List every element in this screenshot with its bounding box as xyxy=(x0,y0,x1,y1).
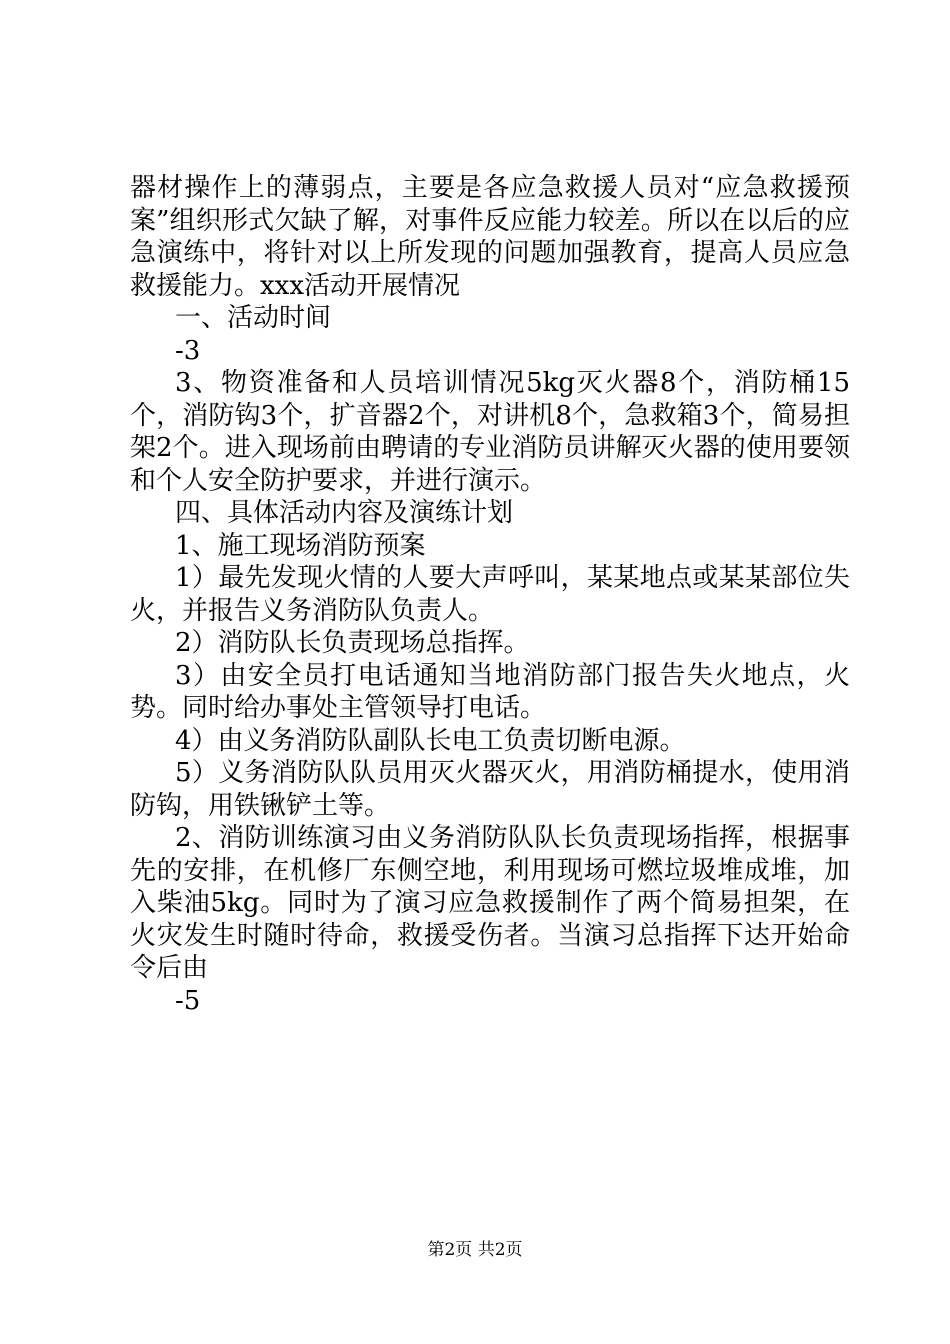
list-item-5: 5）义务消防队队员用灭火器灭火，用消防桶提水，使用消防钩，用铁锹铲土等。 xyxy=(130,758,850,821)
page-marker: -3 xyxy=(175,335,201,366)
document-body xyxy=(130,172,850,1017)
list-item-4: 4）由义务消防队副队长电工负责切断电源。 xyxy=(175,725,686,756)
heading-fire-plan: 1、施工现场消防预案 xyxy=(175,530,426,561)
paragraph-drill: 2、消防训练演习由义务消防队队长负责现场指挥，根据事先的安排，在机修厂东侧空地，利用现场可燃垃圾堆成堆，加入柴油5kg。同时为了演习应急救援制作了两个简易担架，在火灾发生时随时待命，救援受伤者。当演习总指挥下达开始命令后由 xyxy=(130,823,850,983)
paragraph-continuation: 器材操作上的薄弱点，主要是各应急救援人员对“应急救援预案”组织形式欠缺了解，对事件反应能力较差。所以在以后的应急演练中，将针对以上所发现的问题加强教育，提高人员应急救援能力。xxx活动开展情况 xyxy=(130,173,850,301)
page-footer: 第2页 共2页 xyxy=(427,1240,523,1260)
page-marker: -5 xyxy=(175,985,201,1016)
list-item-1: 1）最先发现火情的人要大声呼叫，某某地点或某某部位失火，并报告义务消防队负责人。 xyxy=(130,563,850,626)
list-item-2: 2）消防队长负责现场总指挥。 xyxy=(175,628,530,658)
heading-activity-content: 四、具体活动内容及演练计划 xyxy=(175,498,514,528)
heading-activity-time: 一、活动时间 xyxy=(175,303,332,333)
paragraph-materials: 3、物资准备和人员培训情况5kg灭火器8个，消防桶15个，消防钩3个，扩音器2个，对讲机8个，急救箱3个，简易担架2个。进入现场前由聘请的专业消防员讲解灭火器的使用要领和个人安全防护要求，并进行演示。 xyxy=(130,368,850,496)
list-item-3: 3）由安全员打电话通知当地消防部门报告失火地点，火势。同时给办事处主管领导打电话。 xyxy=(130,660,850,723)
